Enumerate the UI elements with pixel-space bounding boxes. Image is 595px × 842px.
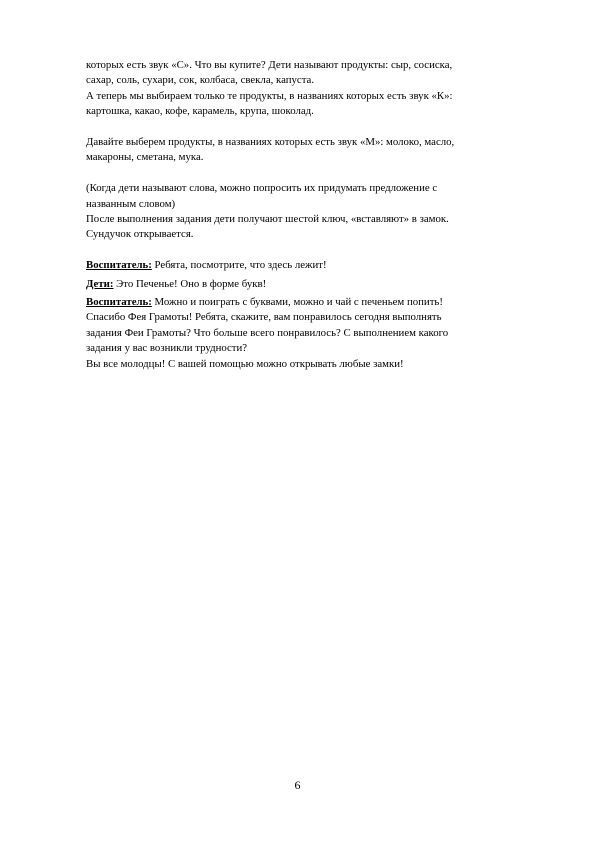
- dialogue-line: [86, 277, 516, 292]
- text-line: Спасибо Фея Грамоты! Ребята, скажите, вам понравилось сегодня выполнять: [86, 311, 442, 324]
- dialogue-text: Ребята, посмотрите, что здесь лежит!: [151, 259, 327, 272]
- text-line: сахар, соль, сухари, сок, колбаса, свекла, капуста.: [86, 74, 315, 87]
- dialogue-text: Можно и поиграть с буквами, можно и чай с печеньем попить!: [151, 296, 443, 309]
- speaker-label: Дети:: [86, 277, 114, 290]
- text-line: А теперь мы выбираем только те продукты, в названиях которых есть звук «К»:: [86, 89, 453, 102]
- speaker-label: Воспитатель:: [86, 296, 152, 309]
- text-line: Давайте выберем продукты, в названиях которых есть звук «М»: молоко, масло,: [86, 136, 455, 149]
- text-line: которых есть звук «С». Что вы купите? Дети называют продукты: сыр, сосиска,: [86, 59, 453, 71]
- paragraph-spacer: [86, 243, 516, 258]
- dialogue-text: Это Печенье! Оно в форме букв!: [113, 277, 267, 290]
- text-line: названным словом): [86, 197, 176, 210]
- dialogue-line: [86, 295, 516, 310]
- text-line: картошка, какао, кофе, карамель, крупа, шоколад.: [86, 105, 314, 118]
- text-line: После выполнения задания дети получают шестой ключ, «вставляют» в замок.: [86, 213, 449, 226]
- text-line: Вы все молодцы! С вашей помощью можно открывать любые замки!: [86, 357, 404, 370]
- paragraph-spacer: [86, 120, 516, 135]
- paragraph-spacer: [86, 166, 516, 181]
- text-line: (Когда дети называют слова, можно попросить их придумать предложение с: [86, 182, 438, 195]
- text-line: макароны, сметана, мука.: [86, 151, 204, 164]
- page-content: [86, 58, 516, 372]
- text-line: задания у вас возникли трудности?: [86, 342, 248, 355]
- speaker-label: Воспитатель:: [86, 259, 152, 272]
- page-number: 6: [294, 778, 301, 792]
- text-line: Сундучок открывается.: [86, 228, 194, 241]
- dialogue-line: [86, 258, 516, 273]
- text-line: задания Феи Грамоты? Что больше всего понравилось? С выполнением какого: [86, 326, 449, 339]
